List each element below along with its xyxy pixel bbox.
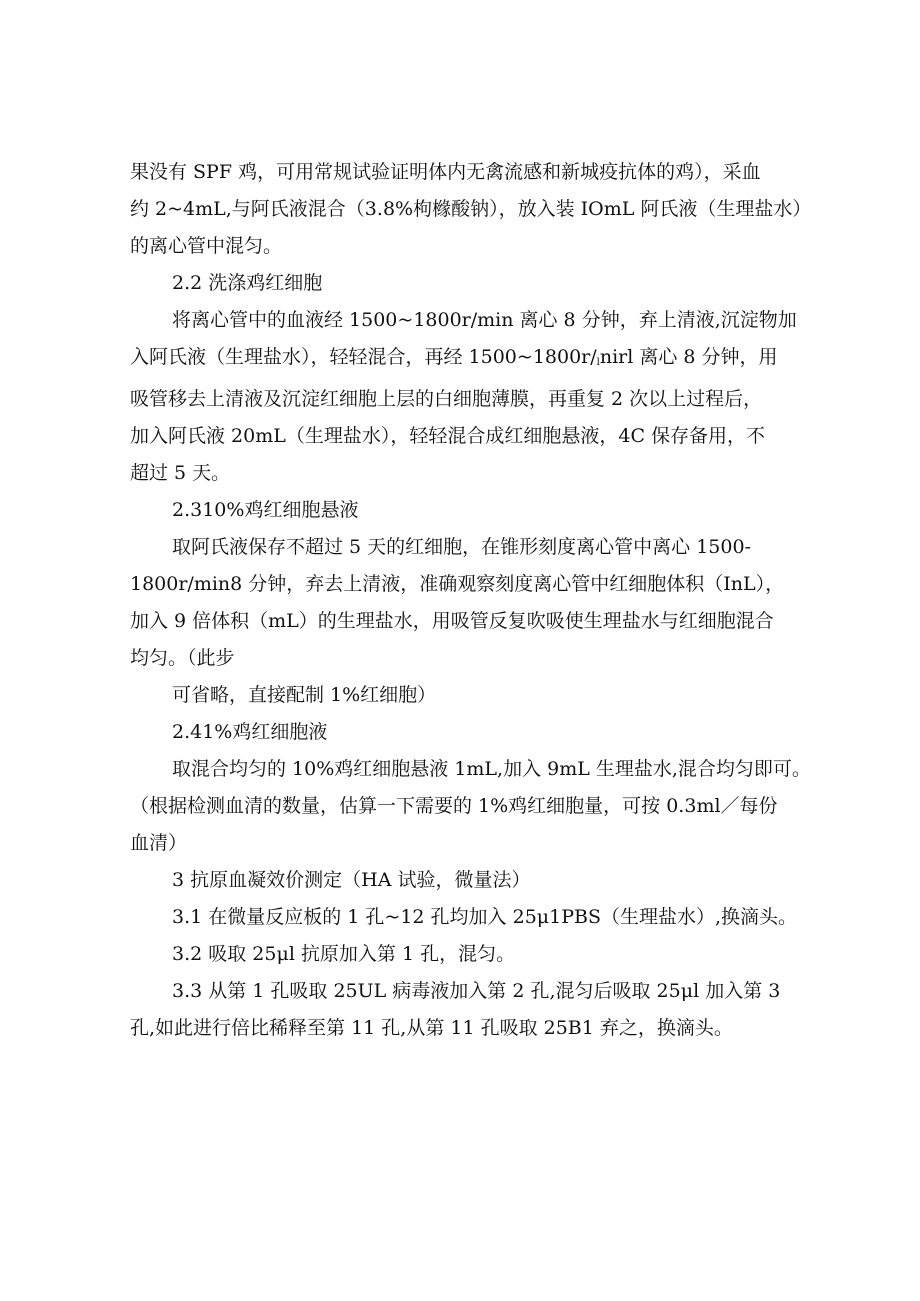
text-line: 加入阿氏液 20mL（生理盐水），轻轻混合成红细胞悬液，4C 保存备用，不	[130, 425, 766, 447]
text-line: 均匀。（此步	[130, 647, 235, 669]
text-line: 的离心管中混匀。	[130, 235, 283, 257]
text-segment: 入阿氏液（生理盐水），轻轻混合，再经 1500~1800r/	[130, 346, 597, 368]
text-segment: nirl 离心 8 分钟，用	[599, 346, 778, 368]
text-line: 约 2~4mL,与阿氏液混合（3.8%枸橼酸钠），放入装 IOmL 阿氏液（生理盐水）	[130, 198, 812, 220]
section-heading: 2.2 洗涤鸡红细胞	[172, 272, 323, 294]
text-line: 可省略，直接配制 1%红细胞）	[172, 684, 437, 706]
text-line: 超过 5 天。	[130, 462, 231, 484]
text-line: （根据检测血清的数量，估算一下需要的 1%鸡红细胞量，可按 0.3ml／每份	[130, 795, 778, 817]
text-line: 加入 9 倍体积（mL）的生理盐水，用吸管反复吹吸使生理盐水与红细胞混合	[130, 610, 774, 632]
section-heading: 2.310%鸡红细胞悬液	[172, 499, 359, 521]
text-line: 孔,如此进行倍比稀释至第 11 孔,从第 11 孔吸取 25B1 弃之，换滴头。	[130, 1017, 733, 1039]
text-line: 血清）	[130, 832, 188, 854]
subscript-mark: l	[596, 357, 600, 368]
text-line: 3.3 从第 1 孔吸取 25UL 病毒液加入第 2 孔,混匀后吸取 25μl 加入第 3	[172, 980, 781, 1002]
text-line: 取混合均匀的 10%鸡红细胞悬液 1mL,加入 9mL 生理盐水,混合均匀即可。	[172, 758, 811, 780]
text-line: 3.1 在微量反应板的 1 孔~12 孔均加入 25μ1PBS（生理盐水）,换滴头。	[172, 906, 798, 928]
text-line: 将离心管中的血液经 1500~1800r/min 离心 8 分钟，弃上清液,沉淀物加	[172, 309, 797, 331]
document-body	[130, 154, 810, 1047]
text-line: 1800r/min8 分钟，弃去上清液，准确观察刻度离心管中红细胞体积（InL），	[130, 573, 785, 595]
text-line	[130, 339, 810, 381]
text-line: 吸管移去上清液及沉淀红细胞上层的白细胞薄膜，再重复 2 次以上过程后，	[130, 388, 763, 410]
text-line: 果没有 SPF 鸡，可用常规试验证明体内无禽流感和新城疫抗体的鸡），采血	[130, 161, 761, 183]
section-heading: 3 抗原血凝效价测定（HA 试验，微量法）	[172, 869, 531, 891]
text-line: 3.2 吸取 25μl 抗原加入第 1 孔，混匀。	[172, 943, 516, 965]
section-heading: 2.41%鸡红细胞液	[172, 721, 328, 743]
text-line: 取阿氏液保存不超过 5 天的红细胞，在锥形刻度离心管中离心 1500-	[172, 536, 751, 558]
